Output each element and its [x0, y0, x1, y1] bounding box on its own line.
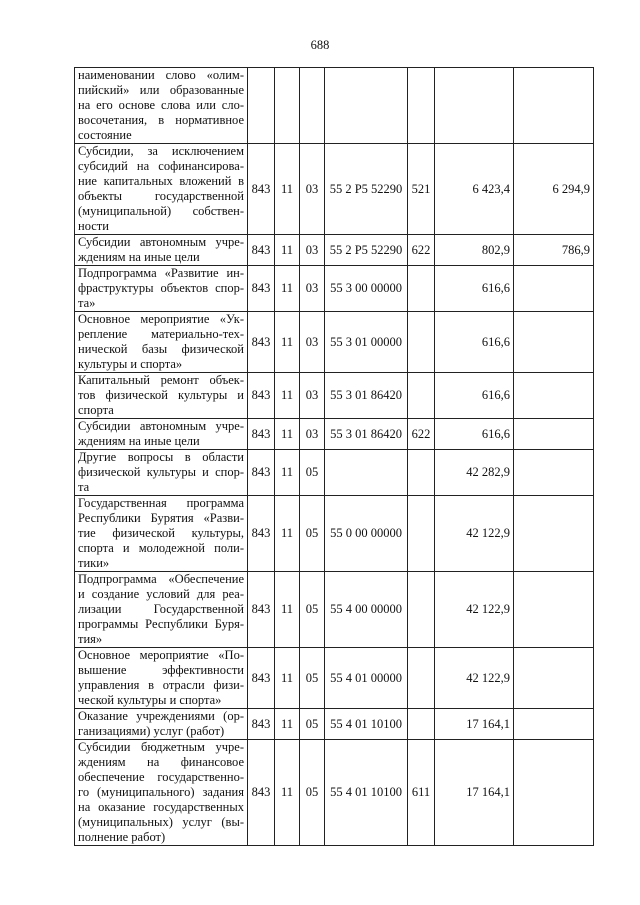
- target-article-cell: 55 4 01 10100: [325, 709, 408, 740]
- amount-cell-2: [514, 496, 594, 572]
- amount-cell-1: 42 282,9: [435, 450, 514, 496]
- amount-cell-1: 17 164,1: [435, 709, 514, 740]
- subsection-code-cell: [300, 68, 325, 144]
- row-name-cell: Капитальный ремонт объек-тов физической культуры и спорта: [75, 373, 248, 419]
- section-code-cell: 11: [275, 266, 300, 312]
- ministry-code-cell: 843: [248, 373, 275, 419]
- ministry-code-cell: 843: [248, 572, 275, 648]
- amount-cell-2: [514, 266, 594, 312]
- section-code-cell: 11: [275, 709, 300, 740]
- table-body: [75, 68, 594, 846]
- row-name-cell: Основное мероприятие «Ук-репление материально-тех-нической базы физической культуры и спорта»: [75, 312, 248, 373]
- ministry-code-cell: [248, 68, 275, 144]
- target-article-cell: 55 4 00 00000: [325, 572, 408, 648]
- subsection-code-cell: 03: [300, 144, 325, 235]
- section-code-cell: 11: [275, 419, 300, 450]
- target-article-cell: 55 3 00 00000: [325, 266, 408, 312]
- subsection-code-cell: 03: [300, 312, 325, 373]
- section-code-cell: 11: [275, 496, 300, 572]
- expense-type-cell: 622: [408, 419, 435, 450]
- target-article-cell: 55 2 P5 52290: [325, 144, 408, 235]
- expense-type-cell: 622: [408, 235, 435, 266]
- table-row: [75, 68, 594, 144]
- ministry-code-cell: 843: [248, 648, 275, 709]
- subsection-code-cell: 03: [300, 373, 325, 419]
- expense-type-cell: [408, 648, 435, 709]
- section-code-cell: 11: [275, 312, 300, 373]
- amount-cell-2: [514, 740, 594, 846]
- target-article-cell: [325, 450, 408, 496]
- subsection-code-cell: 05: [300, 740, 325, 846]
- ministry-code-cell: 843: [248, 496, 275, 572]
- ministry-code-cell: 843: [248, 235, 275, 266]
- subsection-code-cell: 05: [300, 496, 325, 572]
- amount-cell-1: 802,9: [435, 235, 514, 266]
- expense-type-cell: [408, 312, 435, 373]
- amount-cell-1: 6 423,4: [435, 144, 514, 235]
- amount-cell-2: [514, 312, 594, 373]
- expense-type-cell: [408, 572, 435, 648]
- subsection-code-cell: 05: [300, 450, 325, 496]
- row-name-cell: Субсидии автономным учре-ждениям на иные цели: [75, 419, 248, 450]
- target-article-cell: 55 2 P5 52290: [325, 235, 408, 266]
- section-code-cell: [275, 68, 300, 144]
- amount-cell-2: [514, 373, 594, 419]
- subsection-code-cell: 03: [300, 419, 325, 450]
- table-row: [75, 496, 594, 572]
- amount-cell-2: 786,9: [514, 235, 594, 266]
- row-name-cell: Субсидии автономным учре-ждениям на иные цели: [75, 235, 248, 266]
- expense-type-cell: [408, 68, 435, 144]
- amount-cell-2: [514, 419, 594, 450]
- section-code-cell: 11: [275, 648, 300, 709]
- section-code-cell: 11: [275, 740, 300, 846]
- target-article-cell: [325, 68, 408, 144]
- amount-cell-2: [514, 709, 594, 740]
- section-code-cell: 11: [275, 235, 300, 266]
- amount-cell-1: 616,6: [435, 312, 514, 373]
- subsection-code-cell: 03: [300, 266, 325, 312]
- ministry-code-cell: 843: [248, 312, 275, 373]
- target-article-cell: 55 3 01 00000: [325, 312, 408, 373]
- target-article-cell: 55 4 01 00000: [325, 648, 408, 709]
- row-name-cell: Оказание учреждениями (ор-ганизациями) услуг (работ): [75, 709, 248, 740]
- row-name-cell: Подпрограмма «Развитие ин-фраструктуры объектов спор-та»: [75, 266, 248, 312]
- table-row: [75, 648, 594, 709]
- table-row: [75, 373, 594, 419]
- ministry-code-cell: 843: [248, 144, 275, 235]
- expense-type-cell: 521: [408, 144, 435, 235]
- row-name-cell: Подпрограмма «Обеспечение и создание условий для реа-лизации Государственной программы Республики Буря-тия»: [75, 572, 248, 648]
- expense-type-cell: [408, 496, 435, 572]
- expense-type-cell: [408, 450, 435, 496]
- page-number: 688: [310, 38, 330, 52]
- amount-cell-1: 616,6: [435, 373, 514, 419]
- expense-type-cell: [408, 266, 435, 312]
- row-name-cell: Основное мероприятие «По-вышение эффективности управления в отрасли физи-ческой культуры и спорта»: [75, 648, 248, 709]
- amount-cell-1: 42 122,9: [435, 496, 514, 572]
- section-code-cell: 11: [275, 373, 300, 419]
- section-code-cell: 11: [275, 450, 300, 496]
- target-article-cell: 55 0 00 00000: [325, 496, 408, 572]
- table-row: [75, 312, 594, 373]
- target-article-cell: 55 3 01 86420: [325, 419, 408, 450]
- subsection-code-cell: 03: [300, 235, 325, 266]
- subsection-code-cell: 05: [300, 648, 325, 709]
- target-article-cell: 55 3 01 86420: [325, 373, 408, 419]
- row-name-cell: Субсидии бюджетным учре-ждениям на финансовое обеспечение государственно-го (муниципального) задания на оказание государственных (муниципальных) услуг (вы-полнение работ): [75, 740, 248, 846]
- budget-table: [74, 67, 594, 846]
- amount-cell-2: [514, 572, 594, 648]
- row-name-cell: Субсидии, за исключением субсидий на софинансирова-ние капитальных вложений в объекты государственной (муниципальной) собствен-ности: [75, 144, 248, 235]
- amount-cell-2: [514, 68, 594, 144]
- amount-cell-1: [435, 68, 514, 144]
- table-row: [75, 740, 594, 846]
- table-row: [75, 144, 594, 235]
- amount-cell-2: 6 294,9: [514, 144, 594, 235]
- ministry-code-cell: 843: [248, 450, 275, 496]
- subsection-code-cell: 05: [300, 709, 325, 740]
- subsection-code-cell: 05: [300, 572, 325, 648]
- ministry-code-cell: 843: [248, 740, 275, 846]
- table-row: [75, 419, 594, 450]
- amount-cell-1: 17 164,1: [435, 740, 514, 846]
- expense-type-cell: 611: [408, 740, 435, 846]
- amount-cell-1: 616,6: [435, 419, 514, 450]
- row-name-cell: Другие вопросы в области физической культуры и спор-та: [75, 450, 248, 496]
- ministry-code-cell: 843: [248, 266, 275, 312]
- section-code-cell: 11: [275, 572, 300, 648]
- row-name-cell: наименовании слово «олим-пийский» или образованные на его основе слова или сло-восочетания, в нормативное состояние: [75, 68, 248, 144]
- target-article-cell: 55 4 01 10100: [325, 740, 408, 846]
- expense-type-cell: [408, 709, 435, 740]
- amount-cell-1: 42 122,9: [435, 648, 514, 709]
- ministry-code-cell: 843: [248, 419, 275, 450]
- table-row: [75, 709, 594, 740]
- table-row: [75, 450, 594, 496]
- ministry-code-cell: 843: [248, 709, 275, 740]
- table-row: [75, 572, 594, 648]
- amount-cell-2: [514, 450, 594, 496]
- amount-cell-2: [514, 648, 594, 709]
- amount-cell-1: 42 122,9: [435, 572, 514, 648]
- section-code-cell: 11: [275, 144, 300, 235]
- row-name-cell: Государственная программа Республики Бурятия «Разви-тие физической культуры, спорта и молодежной поли-тики»: [75, 496, 248, 572]
- amount-cell-1: 616,6: [435, 266, 514, 312]
- expense-type-cell: [408, 373, 435, 419]
- table-row: [75, 266, 594, 312]
- table-row: [75, 235, 594, 266]
